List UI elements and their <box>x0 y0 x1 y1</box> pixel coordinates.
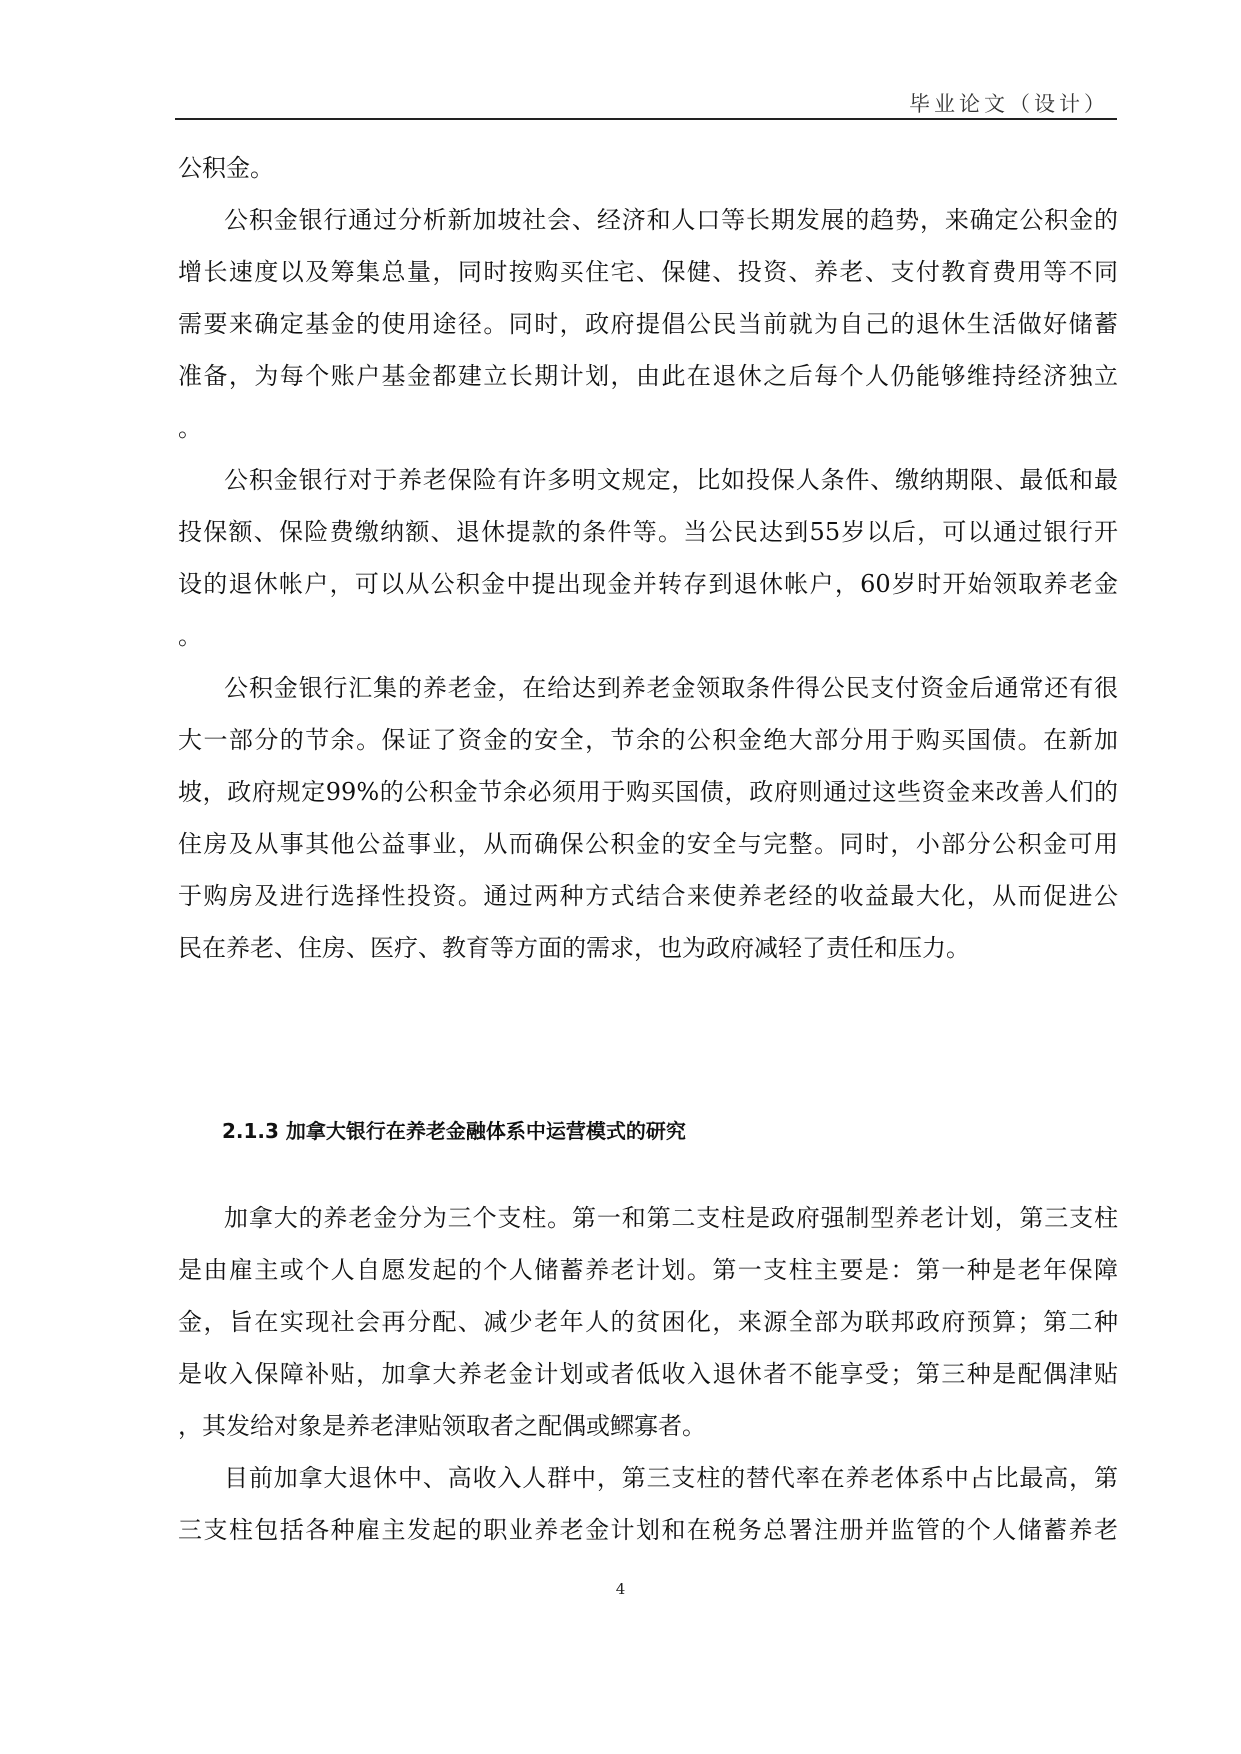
paragraph-line: 于购房及进行选择性投资。通过两种方式结合来使养老经的收益最大化，从而促进公 <box>178 882 1118 910</box>
paragraph-line: 公积金银行汇集的养老金，在给达到养老金领取条件得公民支付资金后通常还有很 <box>224 674 1118 702</box>
paragraph-line: 设的退休帐户，可以从公积金中提出现金并转存到退休帐户，60岁时开始领取养老金 <box>178 570 1118 598</box>
paragraph-line: 目前加拿大退休中、高收入人群中，第三支柱的替代率在养老体系中占比最高，第 <box>224 1464 1118 1492</box>
paragraph-line: 三支柱包括各种雇主发起的职业养老金计划和在税务总署注册并监管的个人储蓄养老 <box>178 1516 1118 1544</box>
section-heading: 2.1.3 加拿大银行在养老金融体系中运营模式的研究 <box>222 1119 686 1143</box>
paragraph-line: 大一部分的节余。保证了资金的安全，节余的公积金绝大部分用于购买国债。在新加 <box>178 726 1118 754</box>
paragraph-line: 公积金。 <box>178 154 274 182</box>
paragraph-line: 。 <box>178 414 202 442</box>
header-title: 毕业论文（设计） <box>909 92 1109 116</box>
paragraph-line: 需要来确定基金的使用途径。同时，政府提倡公民当前就为自己的退休生活做好储蓄 <box>178 310 1118 338</box>
page-header <box>175 84 1117 120</box>
paragraph-line: 投保额、保险费缴纳额、退休提款的条件等。当公民达到55岁以后，可以通过银行开 <box>178 518 1118 546</box>
paragraph-line: 是收入保障补贴，加拿大养老金计划或者低收入退休者不能享受；第三种是配偶津贴 <box>178 1360 1118 1388</box>
page-number: 4 <box>615 1580 626 1598</box>
paragraph-line: 金，旨在实现社会再分配、减少老年人的贫困化，来源全部为联邦政府预算；第二种 <box>178 1308 1118 1336</box>
paragraph-line: 坡，政府规定99%的公积金节余必须用于购买国债，政府则通过这些资金来改善人们的 <box>178 778 1118 806</box>
paragraph-line: 增长速度以及筹集总量，同时按购买住宅、保健、投资、养老、支付教育费用等不同 <box>178 258 1118 286</box>
paragraph-line: 是由雇主或个人自愿发起的个人储蓄养老计划。第一支柱主要是：第一种是老年保障 <box>178 1256 1118 1284</box>
paragraph-line: 住房及从事其他公益事业，从而确保公积金的安全与完整。同时，小部分公积金可用 <box>178 830 1118 858</box>
paragraph-line: 。 <box>178 622 202 650</box>
paragraph-line: 准备，为每个账户基金都建立长期计划，由此在退休之后每个人仍能够维持经济独立 <box>178 362 1118 390</box>
paragraph-line: 公积金银行对于养老保险有许多明文规定，比如投保人条件、缴纳期限、最低和最 <box>224 466 1118 494</box>
paragraph-line: 加拿大的养老金分为三个支柱。第一和第二支柱是政府强制型养老计划，第三支柱 <box>224 1204 1118 1232</box>
paragraph-line: ，其发给对象是养老津贴领取者之配偶或鳏寡者。 <box>178 1412 706 1440</box>
paragraph-line: 民在养老、住房、医疗、教育等方面的需求，也为政府减轻了责任和压力。 <box>178 934 970 962</box>
paragraph-line: 公积金银行通过分析新加坡社会、经济和人口等长期发展的趋势，来确定公积金的 <box>224 206 1118 234</box>
